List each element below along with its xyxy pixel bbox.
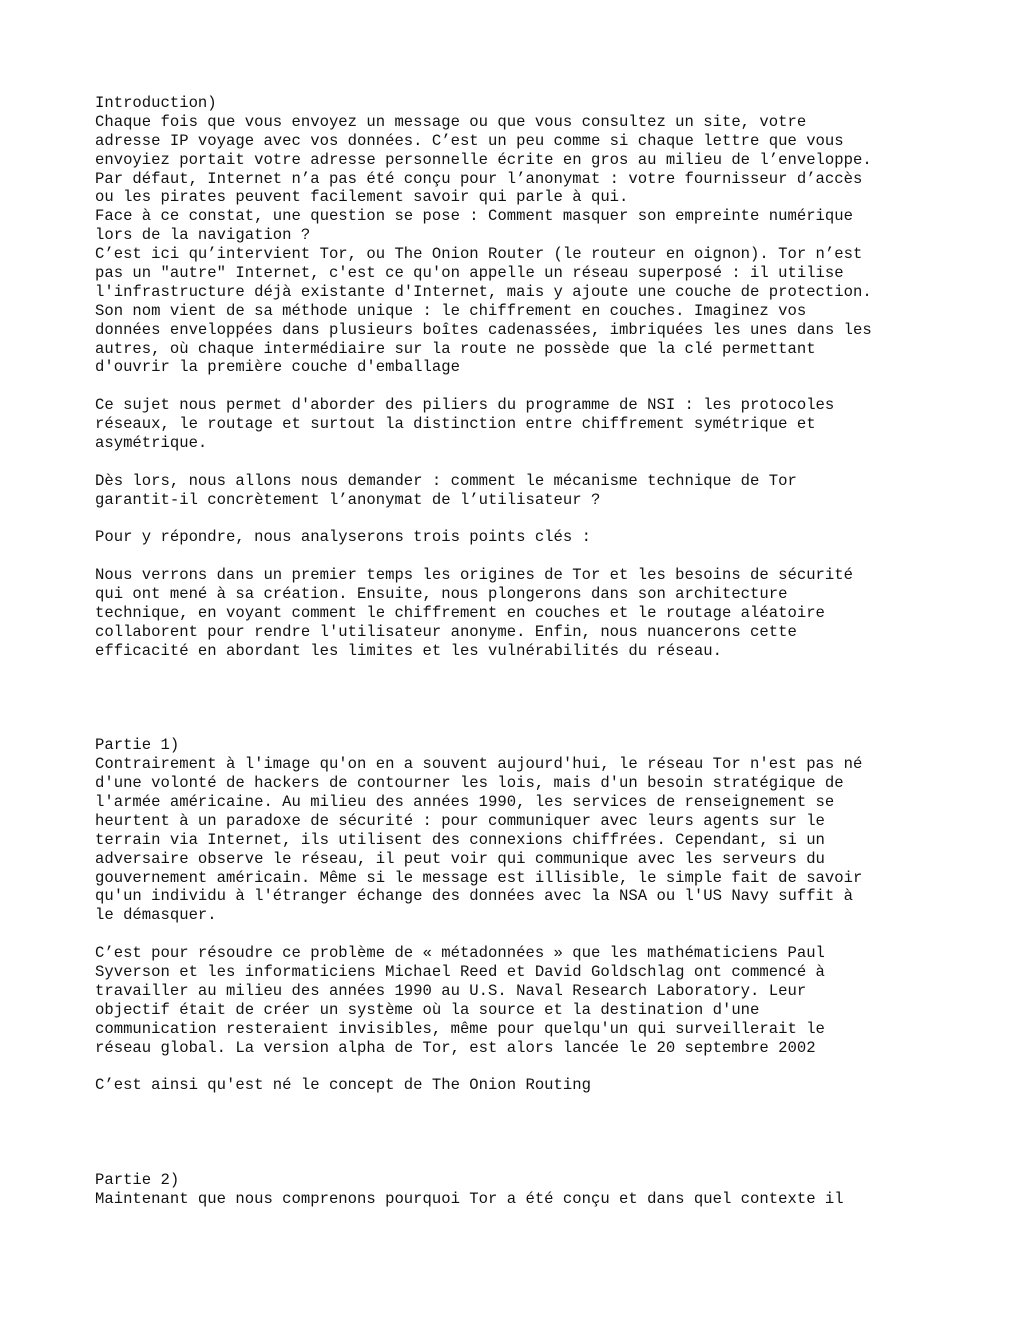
text-line: réseau global. La version alpha de Tor, est alors lancée le 20 septembre 2002 bbox=[95, 1038, 816, 1057]
text-line: d'ouvrir la première couche d'emballage bbox=[95, 358, 460, 377]
part1-section bbox=[95, 736, 975, 1095]
text-line: le démasquer. bbox=[95, 906, 217, 925]
paragraph-gap bbox=[95, 925, 975, 944]
text-line: Maintenant que nous comprenons pourquoi Tor a été conçu et dans quel contexte il bbox=[95, 1189, 844, 1208]
text-line: collaborent pour rendre l'utilisateur anonyme. Enfin, nous nuancerons cette bbox=[95, 622, 797, 641]
paragraph-gap bbox=[95, 1057, 975, 1076]
text-line: qui ont mené à sa création. Ensuite, nous plongerons dans son architecture bbox=[95, 585, 788, 604]
text-line: lors de la navigation ? bbox=[95, 226, 311, 245]
text-line: d'une volonté de hackers de contourner les lois, mais d'un besoin stratégique de bbox=[95, 774, 844, 793]
part2-heading: Partie 2) bbox=[95, 1170, 180, 1189]
text-line: qu'un individu à l'étranger échange des données avec la NSA ou l'US Navy suffit à bbox=[95, 887, 853, 906]
intro-heading: Introduction) bbox=[95, 94, 217, 112]
text-line: C’est pour résoudre ce problème de « métadonnées » que les mathématiciens Paul bbox=[95, 944, 825, 963]
text-line: l'infrastructure déjà existante d'Internet, mais y ajoute une couche de protection. bbox=[95, 282, 872, 301]
text-line: adversaire observe le réseau, il peut voir qui communique avec les serveurs du bbox=[95, 849, 825, 868]
paragraph-gap bbox=[95, 377, 975, 396]
intro-section bbox=[95, 94, 975, 661]
text-line: adresse IP voyage avec vos données. C’est un peu comme si chaque lettre que vous bbox=[95, 131, 844, 150]
text-line: pas un "autre" Internet, c'est ce qu'on appelle un réseau superposé : il utilise bbox=[95, 264, 844, 283]
text-line: envoyiez portait votre adresse personnelle écrite en gros au milieu de l’enveloppe. bbox=[95, 150, 872, 169]
text-line: Nous verrons dans un premier temps les origines de Tor et les besoins de sécurité bbox=[95, 566, 853, 585]
text-line: asymétrique. bbox=[95, 434, 208, 453]
text-line: C’est ainsi qu'est né le concept de The Onion Routing bbox=[95, 1076, 591, 1095]
text-line: ou les pirates peuvent facilement savoir qui parle à qui. bbox=[95, 188, 629, 207]
paragraph-gap bbox=[95, 547, 975, 566]
text-line: Par défaut, Internet n’a pas été conçu pour l’anonymat : votre fournisseur d’accès bbox=[95, 169, 863, 188]
part1-heading: Partie 1) bbox=[95, 736, 180, 755]
paragraph-gap bbox=[95, 510, 975, 529]
text-line: gouvernement américain. Même si le message est illisible, le simple fait de savoir bbox=[95, 868, 863, 887]
text-line: Syverson et les informaticiens Michael Reed et David Goldschlag ont commencé à bbox=[95, 963, 825, 981]
text-line: autres, où chaque intermédiaire sur la route ne possède que la clé permettant bbox=[95, 339, 816, 358]
text-line: Ce sujet nous permet d'aborder des piliers du programme de NSI : les protocoles bbox=[95, 396, 835, 415]
text-line: Pour y répondre, nous analyserons trois points clés : bbox=[95, 528, 591, 547]
text-line: terrain via Internet, ils utilisent des connexions chiffrées. Cependant, si un bbox=[95, 830, 825, 849]
text-line: heurtent à un paradoxe de sécurité : pour communiquer avec leurs agents sur le bbox=[95, 811, 825, 830]
text-line: efficacité en abordant les limites et les vulnérabilités du réseau. bbox=[95, 641, 722, 660]
text-line: technique, en voyant comment le chiffrement en couches et le routage aléatoire bbox=[95, 604, 825, 623]
text-line: communication resteraient invisibles, même pour quelqu'un qui surveillerait le bbox=[95, 1019, 825, 1038]
text-line: Face à ce constat, une question se pose : Comment masquer son empreinte numérique bbox=[95, 207, 853, 226]
text-line: réseaux, le routage et surtout la distinction entre chiffrement symétrique et bbox=[95, 415, 816, 434]
section-gap bbox=[95, 661, 975, 737]
document-page bbox=[95, 94, 975, 1209]
paragraph-gap bbox=[95, 453, 975, 472]
section-gap bbox=[95, 1095, 975, 1171]
text-line: l'armée américaine. Au milieu des années 1990, les services de renseignement se bbox=[95, 792, 835, 811]
text-line: travailler au milieu des années 1990 au U.S. Naval Research Laboratory. Leur bbox=[95, 981, 807, 1000]
text-line: Son nom vient de sa méthode unique : le chiffrement en couches. Imaginez vos bbox=[95, 301, 807, 320]
text-line: objectif était de créer un système où la source et la destination d'une bbox=[95, 1000, 760, 1019]
text-line: garantit-il concrètement l’anonymat de l’utilisateur ? bbox=[95, 490, 601, 509]
text-line: Dès lors, nous allons nous demander : comment le mécanisme technique de Tor bbox=[95, 471, 797, 490]
part2-section bbox=[95, 1171, 975, 1209]
text-line: C’est ici qu’intervient Tor, ou The Onion Router (le routeur en oignon). Tor n’est bbox=[95, 245, 863, 264]
text-line: Chaque fois que vous envoyez un message ou que vous consultez un site, votre bbox=[95, 112, 807, 131]
text-line: données enveloppées dans plusieurs boîtes cadenassées, imbriquées les unes dans les bbox=[95, 320, 872, 339]
text-line: Contrairement à l'image qu'on en a souvent aujourd'hui, le réseau Tor n'est pas né bbox=[95, 755, 863, 774]
